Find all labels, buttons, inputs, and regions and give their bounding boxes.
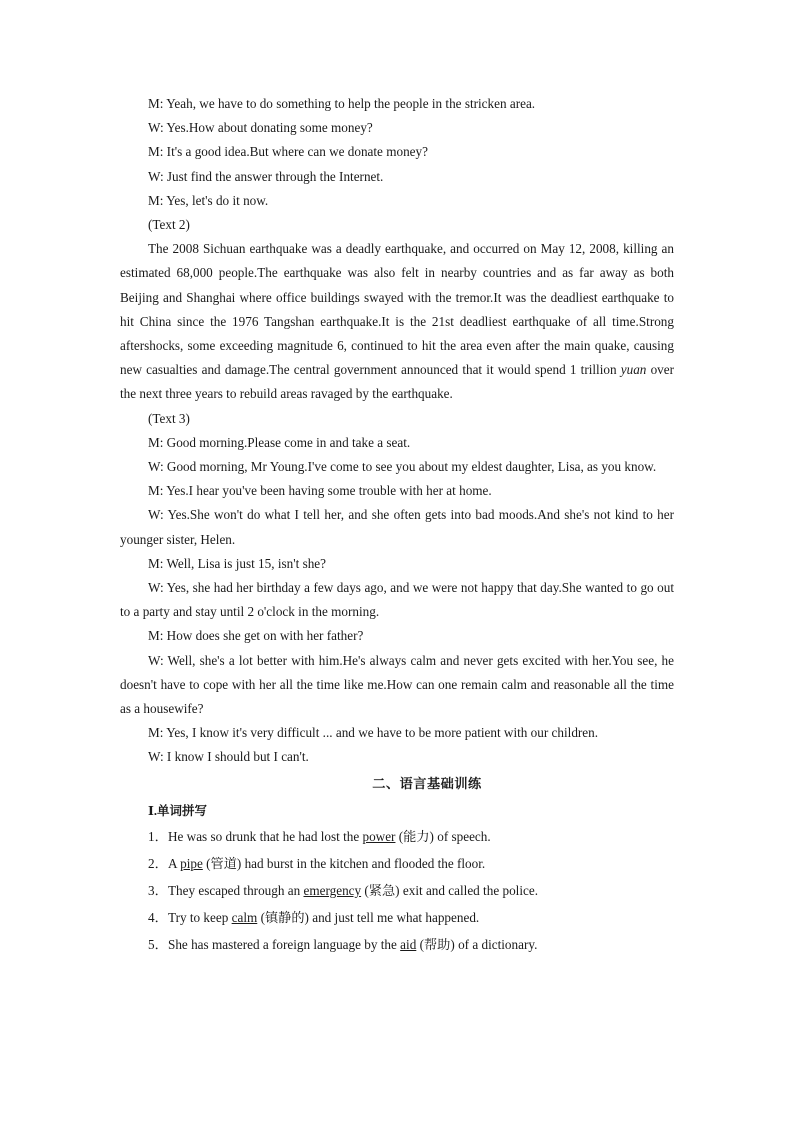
dialogue-line: M: Yes.I hear you've been having some trouble with her at home. xyxy=(148,483,492,499)
dialogue-line: M: Well, Lisa is just 15, isn't she? xyxy=(148,555,326,571)
dialogue-line: M: Yes, let's do it now. xyxy=(148,192,269,208)
exercise-text: of a dictionary. xyxy=(454,937,538,953)
exercise-answer: pipe xyxy=(180,856,203,872)
dialogue-line: M: Good morning.Please come in and take a seat. xyxy=(148,434,411,450)
dialogue-line: W: Just find the answer through the Internet. xyxy=(148,168,384,184)
exercise-text: Try to keep xyxy=(168,910,232,926)
text2-italic-word: yuan xyxy=(620,362,647,378)
text2-paragraph-after: over the next three years to rebuild areas ravaged by the earthquake. xyxy=(120,362,675,402)
exercise-number: 4． xyxy=(148,910,168,926)
exercise-text: He was so drunk that he had lost the xyxy=(168,829,363,845)
exercise-text: They escaped through an xyxy=(168,883,304,899)
exercise-answer: emergency xyxy=(303,883,362,899)
exercise-item xyxy=(120,877,674,904)
exercise-text: She has mastered a foreign language by the xyxy=(168,937,401,953)
exercise-item xyxy=(120,904,674,931)
text3-label: (Text 3) xyxy=(148,410,190,426)
exercise-item xyxy=(120,850,674,877)
exercise-answer: aid xyxy=(400,937,417,953)
exercise-hint: (帮助) xyxy=(416,937,455,953)
dialogue-line: M: Yeah, we have to do something to help the people in the stricken area. xyxy=(148,96,536,111)
exercise-answer: power xyxy=(362,829,396,845)
document-page xyxy=(120,92,674,958)
dialogue-line: W: Yes.How about donating some money? xyxy=(148,120,373,136)
dialogue-line: W: Well, she's a lot better with him.He's always calm and never gets excited with her.You see, he doesn't have to cope with her all the time like me.How can one remain calm and reasonable all the time as a housewife? xyxy=(120,652,674,717)
exercise-answer: calm xyxy=(231,910,258,926)
exercise-text: had burst in the kitchen and flooded the floor. xyxy=(241,856,486,872)
exercise-number: 1． xyxy=(148,829,168,845)
exercise-number: 2． xyxy=(148,856,168,872)
exercise-text: exit and called the police. xyxy=(399,883,538,899)
exercise-text: of speech. xyxy=(433,829,491,845)
dialogue-line: M: How does she get on with her father? xyxy=(148,628,364,644)
exercise-item xyxy=(120,931,674,958)
exercise-hint: (镇静的) xyxy=(257,910,309,926)
exercise-hint: (能力) xyxy=(395,829,434,845)
subsection-title: Ⅰ.单词拼写 xyxy=(148,803,207,818)
exercise-text: A xyxy=(168,856,181,872)
dialogue-line: W: Yes, she had her birthday a few days ago, and we were not happy that day.She wanted to go out to a party and stay until 2 o'clock in the morning. xyxy=(120,580,674,620)
exercise-hint: (紧急) xyxy=(361,883,400,899)
exercise-text: and just tell me what happened. xyxy=(308,910,480,926)
text2-paragraph-before: The 2008 Sichuan earthquake was a deadly earthquake, and occurred on May 12, 2008, killing an estimated 68,000 people.The earthquake was also felt in nearby countries and as far away as both Beijing and Shanghai where office buildings swayed with the tremor.It was the deadliest earthquake to hit China since the 1976 Tangshan earthquake.It is the 21st deadliest earthquake of all time.Strong aftershocks, some exceeding magnitude 6, continued to hit the area even after the main quake, causing new casualties and damage.The central government announced that it would spend 1 trillion xyxy=(120,241,674,378)
section-title: 二、语言基础训练 xyxy=(372,775,482,791)
exercise-number: 3． xyxy=(148,883,168,899)
exercise-hint: (管道) xyxy=(202,856,242,872)
exercise-item xyxy=(120,823,674,850)
dialogue-line: M: Yes, I know it's very difficult ... and we have to be more patient with our children. xyxy=(148,725,599,741)
dialogue-line: W: Good morning, Mr Young.I've come to see you about my eldest daughter, Lisa, as you know. xyxy=(148,459,657,475)
exercise-number: 5． xyxy=(148,937,168,953)
dialogue-line: M: It's a good idea.But where can we donate money? xyxy=(148,144,428,160)
text2-label: (Text 2) xyxy=(148,217,190,233)
dialogue-line: W: Yes.She won't do what I tell her, and she often gets into bad moods.And she's not kind to her younger sister, Helen. xyxy=(120,507,674,547)
text2-paragraph xyxy=(120,237,674,406)
dialogue-line: W: I know I should but I can't. xyxy=(148,749,309,765)
